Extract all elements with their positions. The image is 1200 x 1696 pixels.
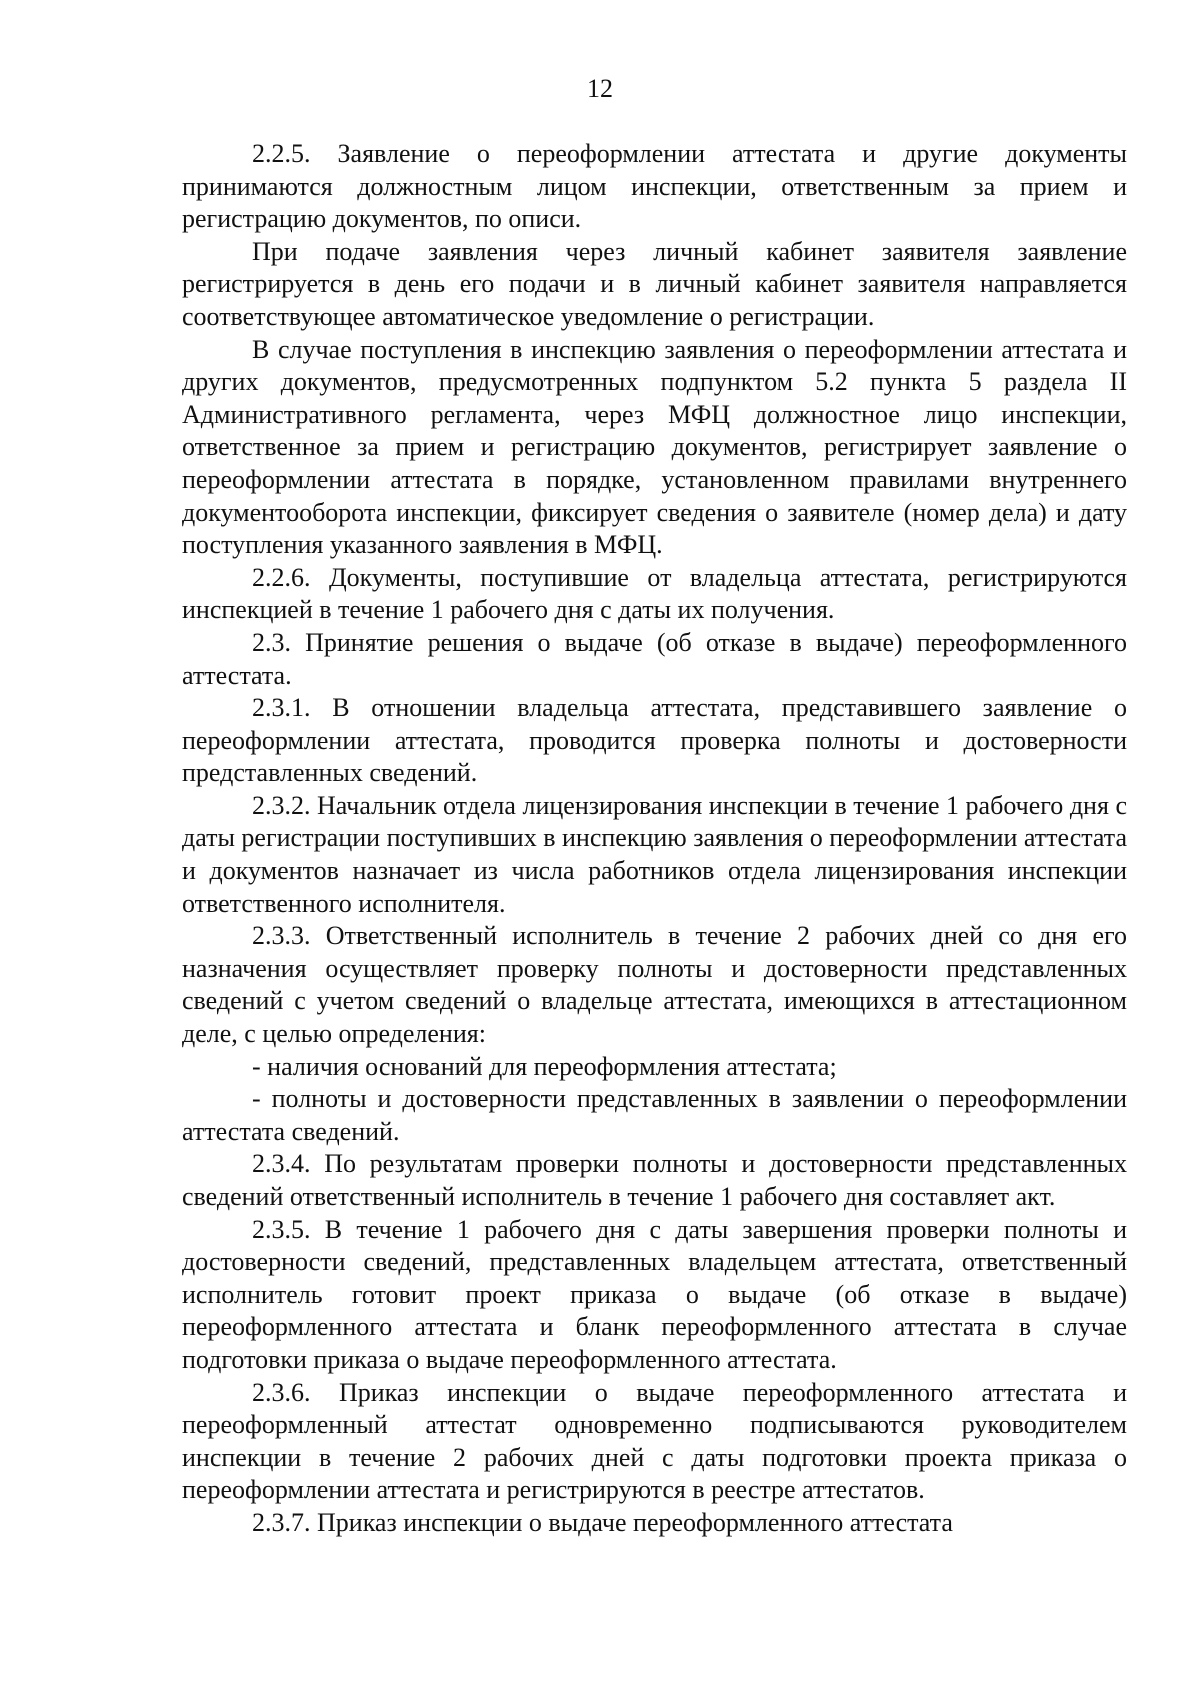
paragraph-2-3-5: 2.3.5. В течение 1 рабочего дня с даты завершения проверки полноты и достоверности сведений, представленных владельцем аттестата, ответственный исполнитель готовит проект приказа о выдаче (об отказе в выдаче) переоформленного аттестата и бланк переоформленного аттестата в случае подготовки приказа о выдаче переоформленного аттестата.	[182, 1214, 1127, 1374]
paragraph-2-3-1: 2.3.1. В отношении владельца аттестата, представившего заявление о переоформлении аттестата, проводится проверка полноты и достоверности представленных сведений.	[182, 693, 1127, 788]
paragraph-2-3-4: 2.3.4. По результатам проверки полноты и достоверности представленных сведений ответственный исполнитель в течение 1 рабочего дня составляет акт.	[182, 1149, 1127, 1211]
list-item-grounds: - наличия оснований для переоформления аттестата;	[252, 1051, 837, 1081]
paragraph-2-3-6: 2.3.6. Приказ инспекции о выдаче переоформленного аттестата и переоформленный аттестат одновременно подписываются руководителем инспекции в течение 2 рабочих дней с даты подготовки проекта приказа о переоформлении аттестата и регистрируются в реестре аттестатов.	[182, 1377, 1127, 1505]
paragraph-2-3-2: 2.3.2. Начальник отдела лицензирования инспекции в течение 1 рабочего дня с даты регистрации поступивших в инспекцию заявления о переоформлении аттестата и документов назначает из числа работников отдела лицензирования инспекции ответственного исполнителя.	[182, 790, 1127, 918]
paragraph-2-3-7: 2.3.7. Приказ инспекции о выдаче переоформленного аттестата	[252, 1507, 953, 1537]
paragraph-2-2-6: 2.2.6. Документы, поступившие от владельца аттестата, регистрируются инспекцией в течение 1 рабочего дня с даты их получения.	[182, 562, 1127, 625]
paragraph-2-2-5: 2.2.5. Заявление о переоформлении аттестата и другие документы принимаются должностным лицом инспекции, ответственным за прием и регистрацию документов, по описи.	[182, 139, 1127, 234]
list-item-completeness: - полноты и достоверности представленных в заявлении о переоформлении аттестата сведений.	[182, 1084, 1127, 1146]
paragraph-2-3-3: 2.3.3. Ответственный исполнитель в течение 2 рабочих дней со дня его назначения осуществляет проверку полноты и достоверности представленных сведений с учетом сведений о владельце аттестата, имеющихся в аттестационном деле, с целью определения:	[182, 921, 1127, 1049]
paragraph-personal-cabinet: При подаче заявления через личный кабинет заявителя заявление регистрируется в день его подачи и в личный кабинет заявителя направляется соответствующее автоматическое уведомление о регистрации.	[182, 236, 1127, 331]
document-body	[182, 138, 1127, 1540]
page-number: 12	[587, 74, 613, 103]
paragraph-2-3: 2.3. Принятие решения о выдаче (об отказе в выдаче) переоформленного аттестата.	[182, 627, 1127, 690]
paragraph-mfc-receipt: В случае поступления в инспекцию заявления о переоформлении аттестата и других документов, предусмотренных подпунктом 5.2 пункта 5 раздела II Административного регламента, через МФЦ должностное лицо инспекции, ответственное за прием и регистрацию документов, регистрирует заявление о переоформлении аттестата в порядке, установленном правилами внутреннего документооборота инспекции, фиксирует сведения о заявителе (номер дела) и дату поступления указанного заявления в МФЦ.	[182, 334, 1127, 560]
